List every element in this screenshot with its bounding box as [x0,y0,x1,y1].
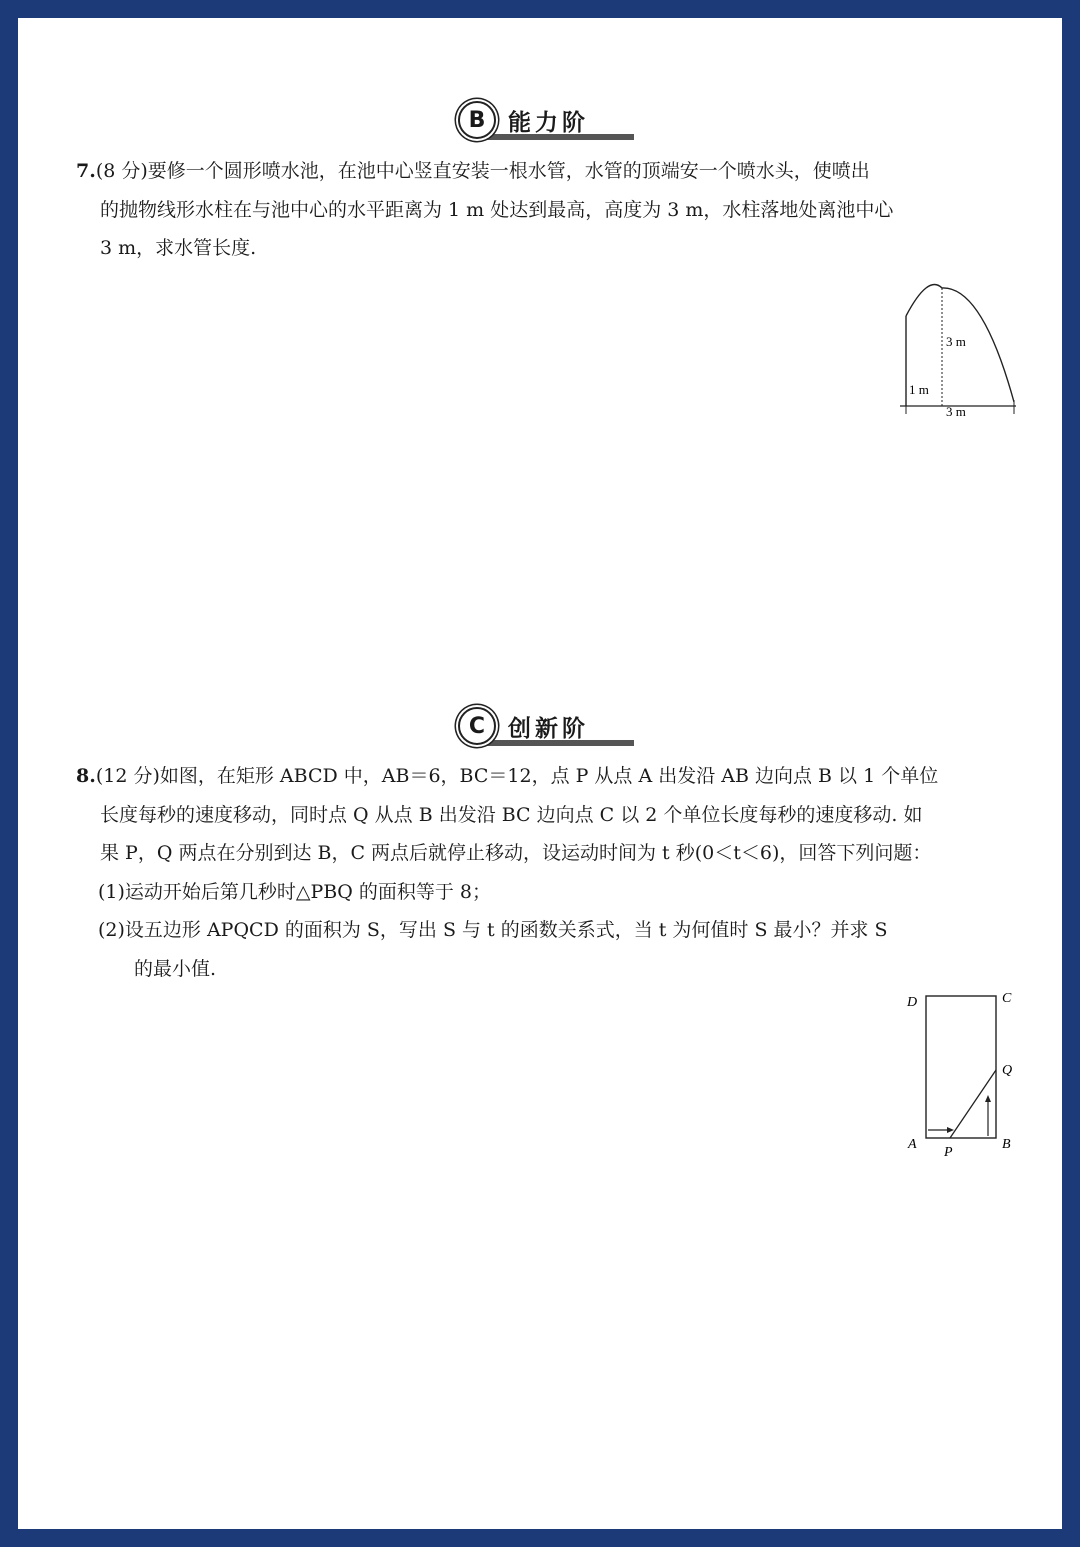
problem-7 [76,152,1016,268]
problem-7-line-3: 3 m，求水管长度. [100,237,257,259]
section-title-c: 创新阶 [508,715,589,742]
problem-8 [76,757,1016,988]
rectangle-figure [900,986,1020,1166]
problem-7-line-2: 的抛物线形水柱在与池中心的水平距离为 1 m 处达到最高，高度为 3 m，水柱落地处离池中心 [100,198,894,221]
problem-7-number: 7. [76,160,96,182]
problem-8-number: 8. [76,765,96,787]
page [18,18,1062,1529]
problem-8-line-2: 长度每秒的速度移动，同时点 Q 从点 B 出发沿 BC 边向点 C 以 2 个单位长度每秒的速度移动. 如 [100,803,923,826]
segment-pq [950,1070,996,1138]
arrow-q-head [985,1095,991,1102]
point-p: P [944,1145,953,1160]
vertex-d: D [907,995,918,1010]
problem-8-question-2-cont: 的最小值. [134,957,217,980]
section-header-b [458,98,634,142]
arrow-p-head [947,1127,954,1133]
section-badge-b: B [458,101,496,139]
problem-8-line-1: (12 分)如图，在矩形 ABCD 中，AB＝6，BC＝12，点 P 从点 A 出发沿 AB 边向点 B 以 1 个单位 [95,765,939,787]
rectangle-abcd [926,996,996,1138]
problem-8-line-3: 果 P，Q 两点在分别到达 B，C 两点后就停止移动，设运动时间为 t 秒(0＜t＜6)，回答下列问题： [100,842,932,864]
point-q: Q [1002,1063,1013,1078]
problem-7-line-1: (8 分)要修一个圆形喷水池，在池中心竖直安装一根水管，水管的顶端安一个喷水头，使喷出 [95,160,870,182]
vertex-b: B [1002,1137,1011,1152]
problem-8-question-1: (1)运动开始后第几秒时△PBQ 的面积等于 8； [98,880,492,903]
vertex-c: C [1002,991,1012,1006]
section-header-c [458,704,634,748]
section-title-b: 能力阶 [508,109,589,136]
fountain-figure [898,280,1022,420]
label-1m: 1 m [909,382,929,397]
vertex-a: A [908,1137,917,1152]
label-3m-width: 3 m [946,404,966,419]
label-3m-height: 3 m [946,334,966,349]
section-badge-c: C [458,707,496,745]
problem-8-question-2: (2)设五边形 APQCD 的面积为 S，写出 S 与 t 的函数关系式，当 t 为何值时 S 最小？并求 S [98,919,888,941]
